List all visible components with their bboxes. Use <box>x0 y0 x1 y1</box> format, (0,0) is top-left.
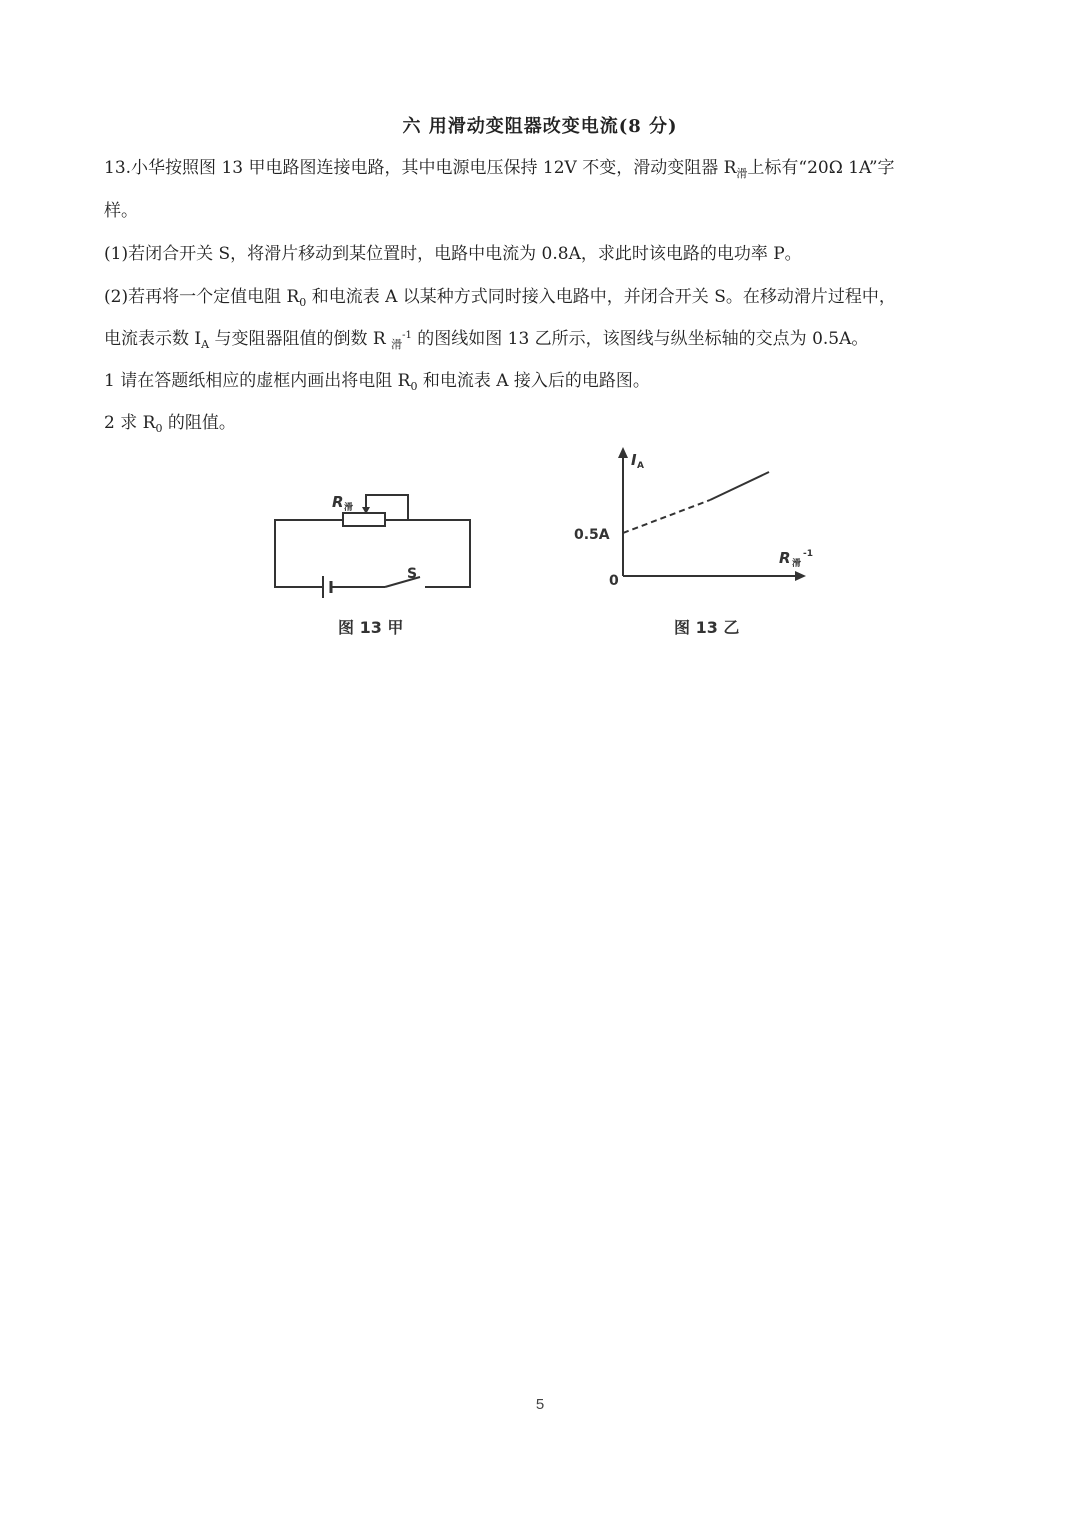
origin-label: 0 <box>609 573 619 589</box>
x-axis-label-sup: -1 <box>803 549 813 559</box>
x-axis-label: R <box>779 549 791 567</box>
y-axis-arrow <box>618 447 628 458</box>
figure-a-caption: 图 13 甲 <box>338 618 404 637</box>
rheostat-body <box>343 513 385 526</box>
graph-figure <box>560 445 830 600</box>
question-part-2-line-2 <box>104 328 984 353</box>
sub-question-1 <box>104 370 984 394</box>
question-line-1 <box>104 157 984 181</box>
question-part-1: (1)若闭合开关 S，将滑片移动到某位置时，电路中电流为 0.8A，求此时该电路的电功率 P。 <box>104 244 802 264</box>
sub2-sub: 0 <box>155 422 163 435</box>
sub-question-2 <box>104 412 984 436</box>
p2l2-sub: A <box>201 338 210 351</box>
p2l1-pre: (2)若再将一个定值电阻 R <box>104 287 300 307</box>
rheostat-label: R <box>332 493 344 511</box>
wire-left <box>275 520 343 587</box>
p2l1-post: 和电流表 A 以某种方式同时接入电路中，并闭合开关 S。在移动滑片过程中， <box>306 287 896 307</box>
sub1-sub: 0 <box>410 380 418 393</box>
sub1-pre: 1 请在答题纸相应的虚框内画出将电阻 R <box>104 371 411 391</box>
rheostat-label-sub: 滑 <box>344 503 354 513</box>
y-axis-label-sub: A <box>637 461 644 471</box>
p2l2-c: 的图线如图 13 乙所示，该图线与纵坐标轴的交点为 0.5A。 <box>411 329 869 349</box>
q-line1-post: 上标有“20Ω 1A”字 <box>747 158 895 178</box>
p2l2-b: 与变阻器阻值的倒数 R <box>209 329 392 349</box>
page-number: 5 <box>535 1396 545 1413</box>
p2l2-sub2: 滑 <box>391 338 403 351</box>
dashed-segment <box>623 500 710 533</box>
sub2-post: 的阻值。 <box>162 413 236 433</box>
switch-label: S <box>407 566 418 582</box>
p2l2-sup: -1 <box>402 330 412 341</box>
p2l2-a: 电流表示数 I <box>104 329 202 349</box>
intercept-label: 0.5A <box>574 527 610 543</box>
graph-svg <box>560 445 830 600</box>
wire-right <box>385 520 470 587</box>
x-axis-arrow <box>795 571 806 581</box>
question-line-2: 样。 <box>104 201 138 221</box>
circuit-diagram-svg <box>260 480 490 610</box>
y-axis-label: I <box>631 451 637 469</box>
sub2-pre: 2 求 R <box>104 413 156 433</box>
figure-b-caption: 图 13 乙 <box>674 618 740 637</box>
slider-wire <box>366 495 408 520</box>
q-line1-sub: 滑 <box>736 167 748 180</box>
section-heading: 六 用滑动变阻器改变电流(8 分) <box>402 116 678 137</box>
circuit-diagram <box>260 480 490 610</box>
p2l1-sub: 0 <box>299 296 307 309</box>
solid-segment <box>710 472 769 500</box>
question-part-2-line-1 <box>104 286 984 310</box>
x-axis-label-sub: 滑 <box>792 559 802 569</box>
q-line1-pre: 13.小华按照图 13 甲电路图连接电路，其中电源电压保持 12V 不变，滑动变阻器 R <box>104 158 737 178</box>
sub1-post: 和电流表 A 接入后的电路图。 <box>417 371 650 391</box>
